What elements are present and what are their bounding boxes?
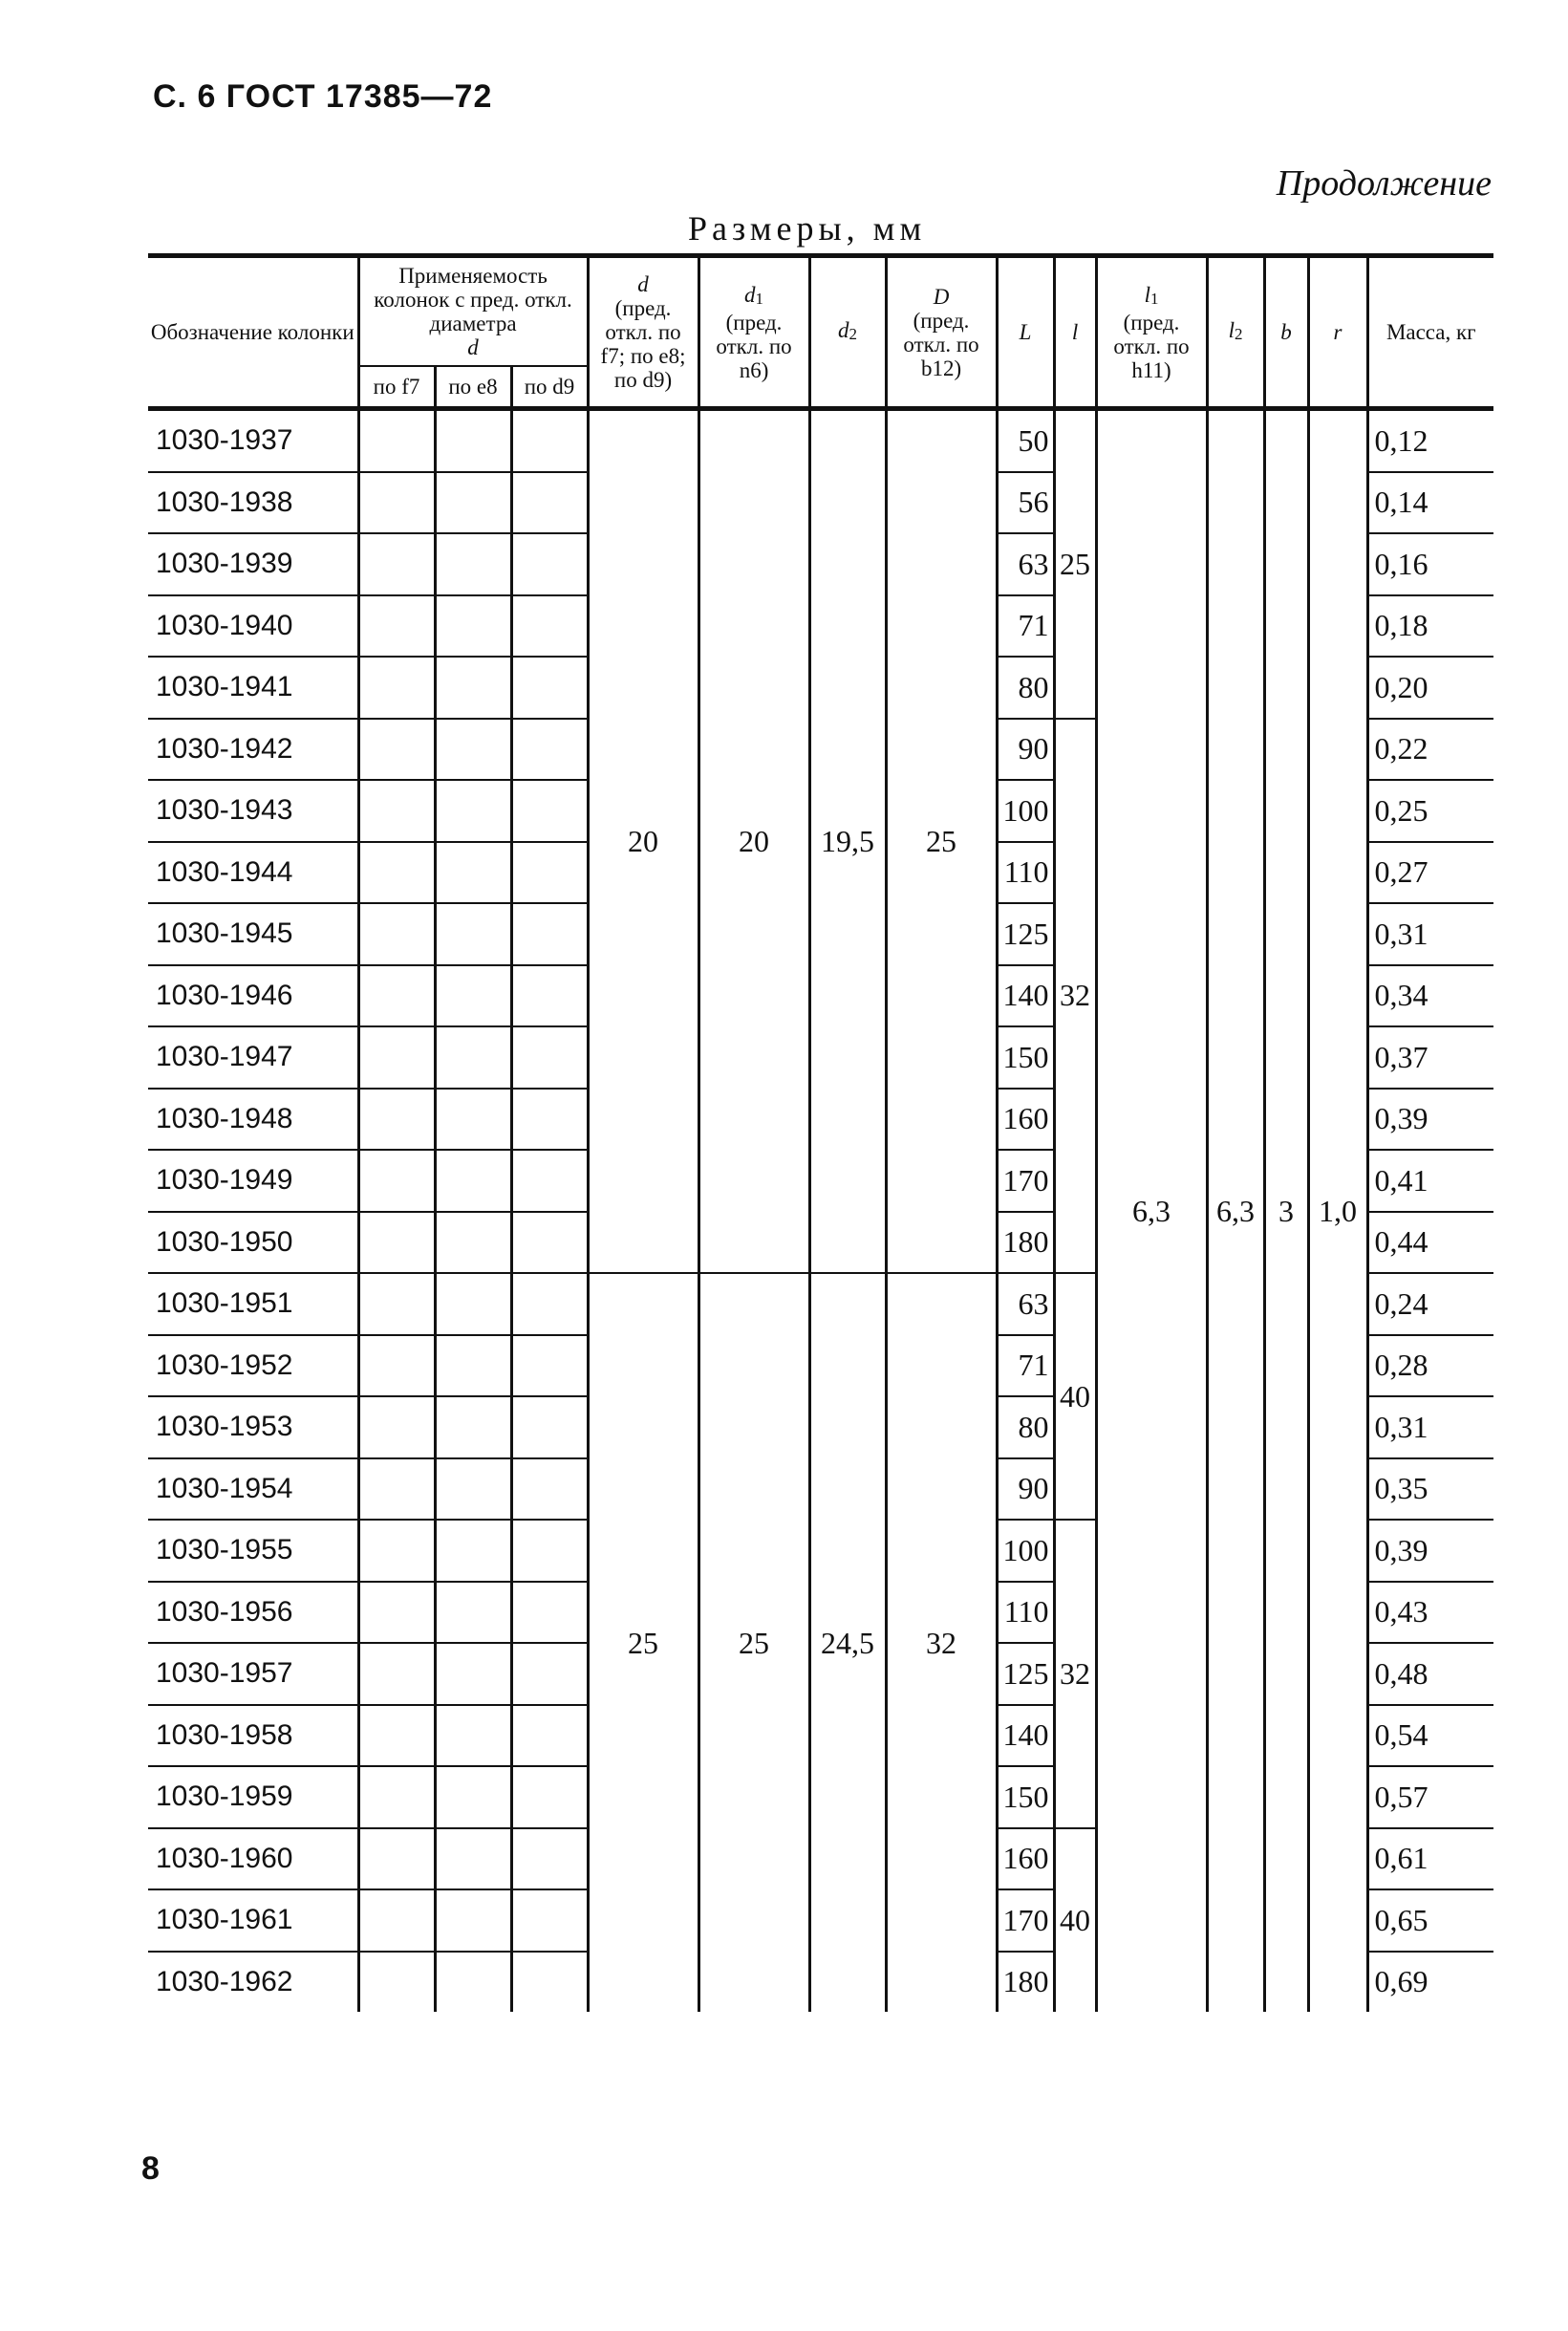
header-l2	[1207, 256, 1264, 409]
cell-L: 150	[997, 1766, 1054, 1828]
cell-appl-e8	[435, 1335, 511, 1397]
cell-appl-e8	[435, 595, 511, 658]
header-appl-e8: по e8	[435, 366, 511, 409]
cell-appl-d9	[511, 1026, 588, 1089]
cell-appl-e8	[435, 1212, 511, 1274]
cell-appl-d9	[511, 1828, 588, 1890]
cell-appl-e8	[435, 533, 511, 595]
cell-appl-f7	[358, 1952, 435, 2013]
cell-appl-d9	[511, 719, 588, 781]
cell-designation: 1030-1945	[148, 903, 358, 965]
cell-mass: 0,54	[1367, 1705, 1493, 1767]
cell-r: 1,0	[1308, 409, 1367, 2013]
dimensions-table	[148, 253, 1493, 2012]
cell-appl-f7	[358, 842, 435, 904]
cell-appl-e8	[435, 1150, 511, 1212]
cell-appl-e8	[435, 1828, 511, 1890]
cell-mass: 0,18	[1367, 595, 1493, 658]
cell-appl-f7	[358, 1705, 435, 1767]
cell-appl-f7	[358, 1582, 435, 1644]
cell-appl-d9	[511, 1766, 588, 1828]
cell-L: 71	[997, 595, 1054, 658]
cell-appl-d9	[511, 1273, 588, 1335]
cell-mass: 0,28	[1367, 1335, 1493, 1397]
cell-L: 110	[997, 1582, 1054, 1644]
cell-designation: 1030-1941	[148, 657, 358, 719]
cell-appl-f7	[358, 1089, 435, 1151]
cell-designation: 1030-1939	[148, 533, 358, 595]
cell-designation: 1030-1951	[148, 1273, 358, 1335]
cell-appl-e8	[435, 472, 511, 534]
cell-L: 170	[997, 1150, 1054, 1212]
header-r	[1308, 256, 1367, 409]
header-d1-idx: 1	[755, 289, 764, 308]
header-applicability	[358, 256, 588, 367]
cell-L: 180	[997, 1212, 1054, 1274]
cell-L: 125	[997, 903, 1054, 965]
cell-designation: 1030-1947	[148, 1026, 358, 1089]
cell-l: 32	[1054, 719, 1096, 1274]
cell-designation: 1030-1959	[148, 1766, 358, 1828]
cell-designation: 1030-1961	[148, 1889, 358, 1952]
header-d1	[698, 256, 809, 409]
cell-appl-d9	[511, 1150, 588, 1212]
cell-L: 80	[997, 1396, 1054, 1458]
cell-appl-d9	[511, 472, 588, 534]
cell-designation: 1030-1958	[148, 1705, 358, 1767]
cell-designation: 1030-1938	[148, 472, 358, 534]
cell-appl-e8	[435, 1273, 511, 1335]
cell-L: 56	[997, 472, 1054, 534]
cell-appl-f7	[358, 1889, 435, 1952]
cell-L: 63	[997, 1273, 1054, 1335]
cell-appl-f7	[358, 719, 435, 781]
cell-L: 150	[997, 1026, 1054, 1089]
cell-mass: 0,31	[1367, 1396, 1493, 1458]
cell-appl-f7	[358, 780, 435, 842]
header-l1-tol: (пред. откл. по h11)	[1113, 310, 1190, 382]
cell-appl-d9	[511, 1705, 588, 1767]
cell-appl-e8	[435, 1520, 511, 1582]
cell-appl-e8	[435, 965, 511, 1027]
cell-mass: 0,65	[1367, 1889, 1493, 1952]
header-l	[1054, 256, 1096, 409]
cell-appl-f7	[358, 903, 435, 965]
cell-mass: 0,16	[1367, 533, 1493, 595]
cell-appl-e8	[435, 842, 511, 904]
header-d-tol: (пред. откл. по f7; по e8; по d9)	[600, 296, 686, 392]
header-d1-var: d	[744, 282, 756, 307]
cell-L: 170	[997, 1889, 1054, 1952]
cell-appl-f7	[358, 657, 435, 719]
cell-L: 125	[997, 1643, 1054, 1705]
cell-mass: 0,12	[1367, 409, 1493, 472]
header-applicability-text: Применяемость колонок с пред. откл. диаметра	[374, 264, 572, 335]
cell-L: 90	[997, 719, 1054, 781]
cell-designation: 1030-1962	[156, 1965, 293, 1997]
cell-designation: 1030-1957	[148, 1643, 358, 1705]
table-body	[148, 409, 1493, 2013]
cell-L: 63	[997, 533, 1054, 595]
cell-appl-d9	[511, 1089, 588, 1151]
cell-designation: 1030-1940	[148, 595, 358, 658]
cell-appl-d9	[511, 842, 588, 904]
header-applicability-var: d	[467, 335, 479, 359]
header-designation: Обозначение колонки	[148, 256, 358, 409]
cell-appl-d9	[511, 409, 588, 472]
header-d2	[809, 256, 886, 409]
cell-L: 80	[997, 657, 1054, 719]
cell-appl-d9	[511, 1643, 588, 1705]
cell-appl-e8	[435, 1705, 511, 1767]
header-L-var: L	[1019, 320, 1032, 344]
header-l1-var: l	[1144, 282, 1150, 307]
cell-mass: 0,20	[1367, 657, 1493, 719]
cell-d2: 19,5	[809, 409, 886, 1274]
cell-mass: 0,39	[1367, 1089, 1493, 1151]
cell-appl-f7	[358, 1458, 435, 1521]
cell-mass: 0,31	[1367, 903, 1493, 965]
cell-appl-f7	[358, 1643, 435, 1705]
cell-designation: 1030-1943	[148, 780, 358, 842]
cell-appl-e8	[435, 719, 511, 781]
cell-appl-d9	[511, 1952, 588, 2013]
cell-appl-e8	[435, 903, 511, 965]
header-l2-idx: 2	[1234, 325, 1243, 343]
cell-designation: 1030-1942	[148, 719, 358, 781]
cell-l2: 6,3	[1207, 409, 1264, 2013]
cell-designation: 1030-1944	[148, 842, 358, 904]
cell-appl-f7	[358, 1396, 435, 1458]
cell-appl-d9	[511, 1582, 588, 1644]
cell-appl-e8	[435, 1766, 511, 1828]
cell-appl-f7	[358, 595, 435, 658]
header-d2-var: d	[838, 318, 849, 342]
cell-appl-d9	[511, 1335, 588, 1397]
header-appl-f7: по f7	[358, 366, 435, 409]
cell-appl-d9	[511, 1396, 588, 1458]
cell-mass: 0,24	[1367, 1273, 1493, 1335]
cell-appl-e8	[435, 657, 511, 719]
header-l1	[1096, 256, 1207, 409]
cell-L: 160	[997, 1828, 1054, 1890]
cell-appl-f7	[358, 409, 435, 472]
cell-mass: 0,35	[1367, 1458, 1493, 1521]
cell-mass: 0,25	[1367, 780, 1493, 842]
cell-mass: 0,61	[1367, 1828, 1493, 1890]
cell-designation: 1030-1953	[148, 1396, 358, 1458]
header-d1-tol: (пред. откл. по n6)	[716, 310, 792, 382]
cell-appl-d9	[511, 1889, 588, 1952]
cell-L: 160	[997, 1089, 1054, 1151]
cell-appl-e8	[435, 1026, 511, 1089]
cell-appl-e8	[435, 1952, 511, 2013]
cell-appl-e8	[435, 1582, 511, 1644]
cell-appl-e8	[435, 1396, 511, 1458]
cell-L: 50	[997, 409, 1054, 472]
cell-designation: 1030-1949	[148, 1150, 358, 1212]
cell-l: 40	[1054, 1273, 1096, 1520]
header-D-tol: (пред. откл. по b12)	[903, 308, 979, 380]
cell-mass: 0,14	[1367, 472, 1493, 534]
header-L	[997, 256, 1054, 409]
header-l-var: l	[1071, 320, 1079, 344]
cell-appl-d9	[511, 780, 588, 842]
cell-appl-f7	[358, 1828, 435, 1890]
cell-mass: 0,48	[1367, 1643, 1493, 1705]
cell-d: 25	[588, 1273, 698, 2012]
cell-mass: 0,27	[1367, 842, 1493, 904]
header-l2-var: l	[1228, 318, 1235, 342]
page-header: С. 6 ГОСТ 17385—72	[153, 78, 493, 115]
cell-appl-f7	[358, 1026, 435, 1089]
cell-mass: 0,37	[1367, 1026, 1493, 1089]
continuation-label: Продолжение	[1276, 163, 1492, 204]
header-b-var: b	[1280, 320, 1292, 344]
cell-l1: 6,3	[1096, 409, 1207, 2013]
cell-b: 3	[1264, 409, 1308, 2013]
cell-d1: 20	[698, 409, 809, 1274]
cell-mass: 0,34	[1367, 965, 1493, 1027]
cell-appl-d9	[511, 657, 588, 719]
cell-designation: 1030-1955	[148, 1520, 358, 1582]
cell-appl-d9	[511, 595, 588, 658]
cell-d1: 25	[698, 1273, 809, 2012]
cell-appl-f7	[358, 1766, 435, 1828]
cell-designation: 1030-1946	[148, 965, 358, 1027]
cell-d: 20	[588, 409, 698, 1274]
cell-D: 25	[886, 409, 997, 1274]
header-b	[1264, 256, 1308, 409]
cell-appl-d9	[511, 533, 588, 595]
header-l1-idx: 1	[1149, 289, 1159, 308]
cell-appl-d9	[511, 965, 588, 1027]
cell-l: 40	[1054, 1828, 1096, 2013]
cell-designation: 1030-1948	[148, 1089, 358, 1151]
cell-mass: 0,22	[1367, 719, 1493, 781]
cell-mass: 0,57	[1367, 1766, 1493, 1828]
header-D	[886, 256, 997, 409]
cell-designation: 1030-1937	[148, 409, 358, 472]
cell-L: 90	[997, 1458, 1054, 1521]
cell-D: 32	[886, 1273, 997, 2012]
cell-L: 71	[997, 1335, 1054, 1397]
page-number: 8	[141, 2150, 160, 2187]
cell-appl-f7	[358, 1520, 435, 1582]
cell-appl-f7	[358, 472, 435, 534]
header-mass: Масса, кг	[1367, 256, 1493, 409]
cell-appl-f7	[358, 533, 435, 595]
header-d	[588, 256, 698, 409]
cell-appl-e8	[435, 1458, 511, 1521]
cell-appl-f7	[358, 1335, 435, 1397]
cell-mass: 0,41	[1367, 1150, 1493, 1212]
units-caption: Размеры, мм	[688, 209, 927, 248]
header-r-var: r	[1333, 320, 1342, 344]
table-row	[148, 409, 1493, 472]
cell-appl-d9	[511, 1212, 588, 1274]
header-appl-d9: по d9	[511, 366, 588, 409]
cell-appl-d9	[511, 1520, 588, 1582]
cell-appl-f7	[358, 1150, 435, 1212]
cell-mass: 0,69	[1367, 1952, 1493, 2013]
cell-appl-e8	[435, 1643, 511, 1705]
cell-mass: 0,44	[1367, 1212, 1493, 1274]
header-d-var: d	[637, 272, 649, 296]
cell-appl-e8	[435, 1889, 511, 1952]
cell-L: 140	[997, 965, 1054, 1027]
cell-designation: 1030-1954	[148, 1458, 358, 1521]
cell-designation: 1030-1950	[148, 1212, 358, 1274]
cell-designation: 1030-1952	[148, 1335, 358, 1397]
cell-appl-e8	[435, 409, 511, 472]
cell-mass: 0,43	[1367, 1582, 1493, 1644]
cell-appl-e8	[435, 780, 511, 842]
cell-appl-d9	[511, 903, 588, 965]
cell-L: 100	[997, 1520, 1054, 1582]
cell-appl-f7	[358, 1273, 435, 1335]
cell-L: 140	[997, 1705, 1054, 1767]
cell-l: 32	[1054, 1520, 1096, 1828]
cell-appl-d9	[511, 1458, 588, 1521]
cell-L: 180	[997, 1952, 1054, 2013]
header-d2-idx: 2	[848, 325, 858, 343]
cell-appl-e8	[435, 1089, 511, 1151]
cell-L: 110	[997, 842, 1054, 904]
cell-l: 25	[1054, 409, 1096, 719]
header-D-var: D	[933, 284, 950, 309]
cell-designation: 1030-1956	[148, 1582, 358, 1644]
cell-d2: 24,5	[809, 1273, 886, 2012]
cell-mass: 0,39	[1367, 1520, 1493, 1582]
cell-appl-f7	[358, 1212, 435, 1274]
cell-L: 100	[997, 780, 1054, 842]
cell-appl-f7	[358, 965, 435, 1027]
cell-designation: 1030-1960	[148, 1828, 358, 1890]
